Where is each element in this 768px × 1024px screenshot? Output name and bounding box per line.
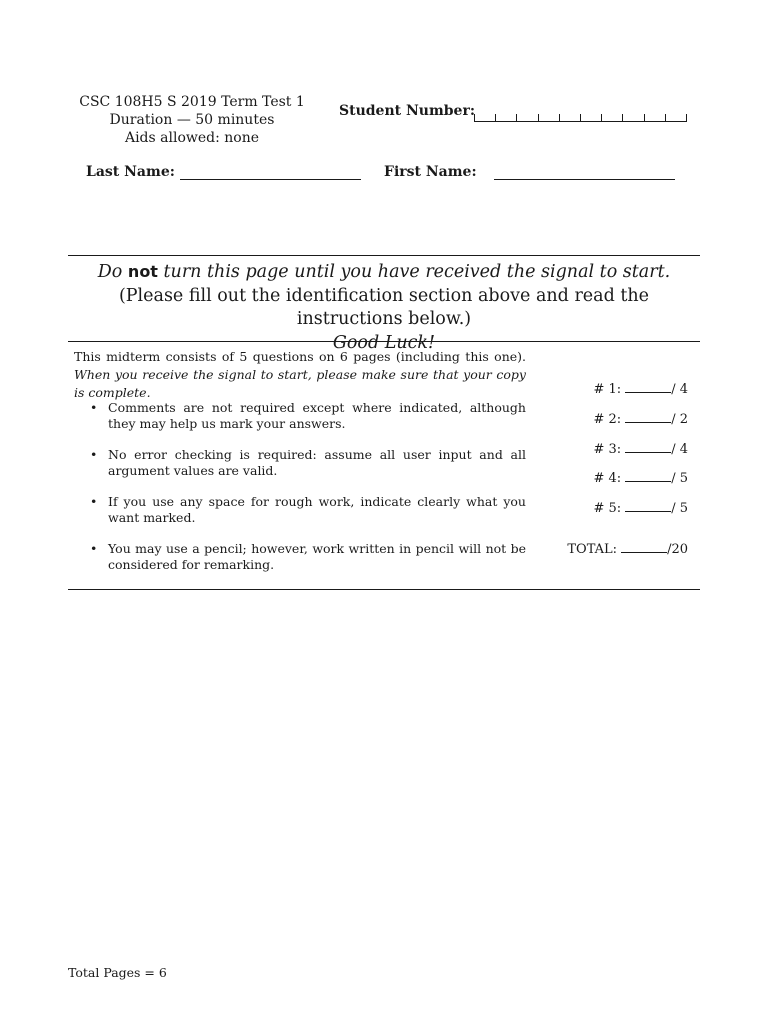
- course-info: [70, 93, 314, 147]
- notice-line-1: Do not turn this page until you have received the signal to start.: [97, 262, 671, 282]
- score-row-q2: # 2: / 2: [593, 412, 688, 427]
- score-blank[interactable]: [625, 410, 671, 423]
- first-name-label: First Name:: [384, 164, 477, 180]
- score-blank[interactable]: [625, 499, 671, 512]
- notice-line-2: (Please fill out the identification section above and read the instructions below.): [118, 285, 650, 329]
- student-number-label: Student Number:: [339, 103, 476, 119]
- divider: [68, 341, 700, 342]
- list-item: • No error checking is required: assume all user input and all argument values are valid.: [90, 447, 526, 478]
- list-item: • Comments are not required except where indicated, although they may help us mark your answers.: [90, 400, 526, 431]
- score-blank[interactable]: [621, 540, 667, 553]
- instructions-intro: This midterm consists of 5 questions on 6 pages (including this one). When you receive the signal to start, please make sure that your copy is complete.: [74, 349, 526, 400]
- instructions-list: [90, 400, 526, 588]
- list-item: • If you use any space for rough work, indicate clearly what you want marked.: [90, 494, 526, 525]
- course-aids: Aids allowed: none: [124, 130, 260, 146]
- score-row-q5: # 5: / 5: [593, 501, 688, 516]
- score-row-q4: # 4: / 5: [593, 471, 688, 486]
- last-name-field[interactable]: [180, 179, 361, 180]
- page-count: Total Pages = 6: [68, 965, 167, 980]
- score-row-q1: # 1: / 4: [593, 382, 688, 397]
- course-duration: Duration — 50 minutes: [109, 112, 275, 128]
- last-name-label: Last Name:: [86, 164, 175, 180]
- list-item: • You may use a pencil; however, work written in pencil will not be considered for remarking.: [90, 541, 526, 572]
- score-row-total: TOTAL: /20: [567, 542, 688, 557]
- score-blank[interactable]: [625, 469, 671, 482]
- score-row-q3: # 3: / 4: [593, 442, 688, 457]
- score-blank[interactable]: [625, 380, 671, 393]
- divider: [68, 589, 700, 590]
- student-number-field[interactable]: [474, 109, 687, 121]
- notice-line-3: Good Luck!: [332, 332, 436, 353]
- score-blank[interactable]: [625, 440, 671, 453]
- divider: [68, 255, 700, 256]
- course-title: CSC 108H5 S 2019 Term Test 1: [79, 94, 305, 110]
- first-name-field[interactable]: [494, 179, 675, 180]
